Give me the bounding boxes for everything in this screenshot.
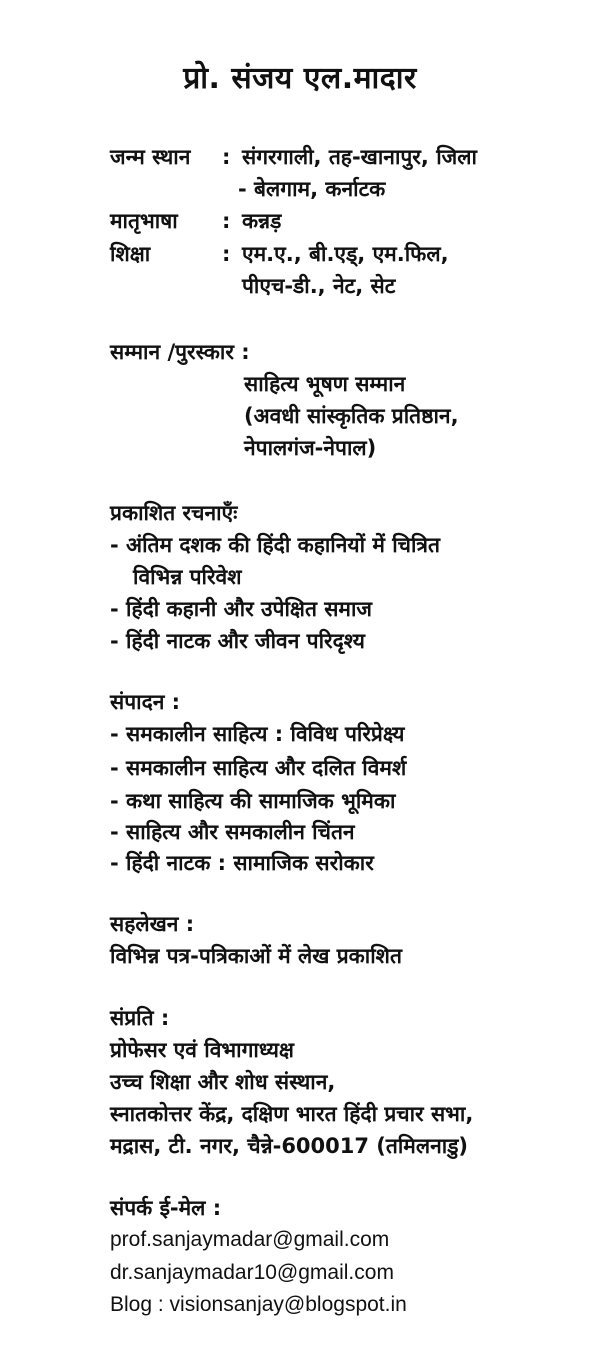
education-value-line1: एम.ए., बी.एड्, एम.फिल, [242,242,449,266]
current-center: स्नातकोत्तर केंद्र, दक्षिण भारत हिंदी प्रचार सभा, [110,1102,474,1126]
mother-tongue-label: मातृभाषा [110,209,178,233]
contact-email-1: prof.sanjaymadar@gmail.com [110,1228,390,1251]
mother-tongue-value: कन्नड़ [242,209,282,233]
birthplace-value-line1: संगरगाली, तह-खानापुर, जिला [242,145,477,169]
award-institution: (अवधी सांस्कृतिक प्रतिष्ठान, [244,404,459,428]
mother-tongue-separator: : [222,209,231,233]
current-designation: प्रोफेसर एवं विभागाध्यक्ष [110,1038,294,1062]
birthplace-value-line2: - बेलगाम, कर्नाटक [238,177,386,201]
edited-item: - समकालीन साहित्य और दलित विमर्श [110,756,407,780]
publication-item: - अंतिम दशक की हिंदी कहानियों में चित्रित [110,533,440,557]
coauthoring-heading: सहलेखन : [110,912,195,936]
awards-heading: सम्मान /पुरस्कार : [110,340,250,364]
publication-item: - हिंदी कहानी और उपेक्षित समाज [110,597,373,621]
edited-item: - साहित्य और समकालीन चिंतन [110,820,355,844]
education-separator: : [222,242,231,266]
birthplace-separator: : [222,145,231,169]
publication-item-continuation: विभिन्न परिवेश [133,565,242,589]
edited-item: - कथा साहित्य की सामाजिक भूमिका [110,789,396,813]
edited-item: - समकालीन साहित्य : विविध परिप्रेक्ष्य [110,722,405,746]
education-value-line2: पीएच-डी., नेट, सेट [242,274,396,298]
contact-heading: संपर्क ई-मेल : [110,1196,222,1220]
contact-blog: Blog : visionsanjay@blogspot.in [110,1293,407,1316]
publications-heading: प्रकाशित रचनाएँः [110,501,238,525]
page-title: प्रो. संजय एल.मादार [183,61,417,96]
current-address: मद्रास, टी. नगर, चैन्ने-600017 (तमिलनाडु) [110,1134,469,1158]
edited-item: - हिंदी नाटक : सामाजिक सरोकार [110,851,374,875]
current-heading: संप्रति : [110,1006,170,1030]
current-institute: उच्च शिक्षा और शोध संस्थान, [110,1070,336,1094]
birthplace-label: जन्म स्थान [110,145,191,169]
education-label: शिक्षा [110,242,151,266]
publication-item: - हिंदी नाटक और जीवन परिदृश्य [110,629,365,653]
edited-heading: संपादन : [110,690,181,714]
coauthoring-text: विभिन्न पत्र-पत्रिकाओं में लेख प्रकाशित [110,944,402,968]
contact-email-2: dr.sanjaymadar10@gmail.com [110,1261,394,1284]
award-name: साहित्य भूषण सम्मान [244,372,406,396]
award-location: नेपालगंज-नेपाल) [244,436,377,460]
